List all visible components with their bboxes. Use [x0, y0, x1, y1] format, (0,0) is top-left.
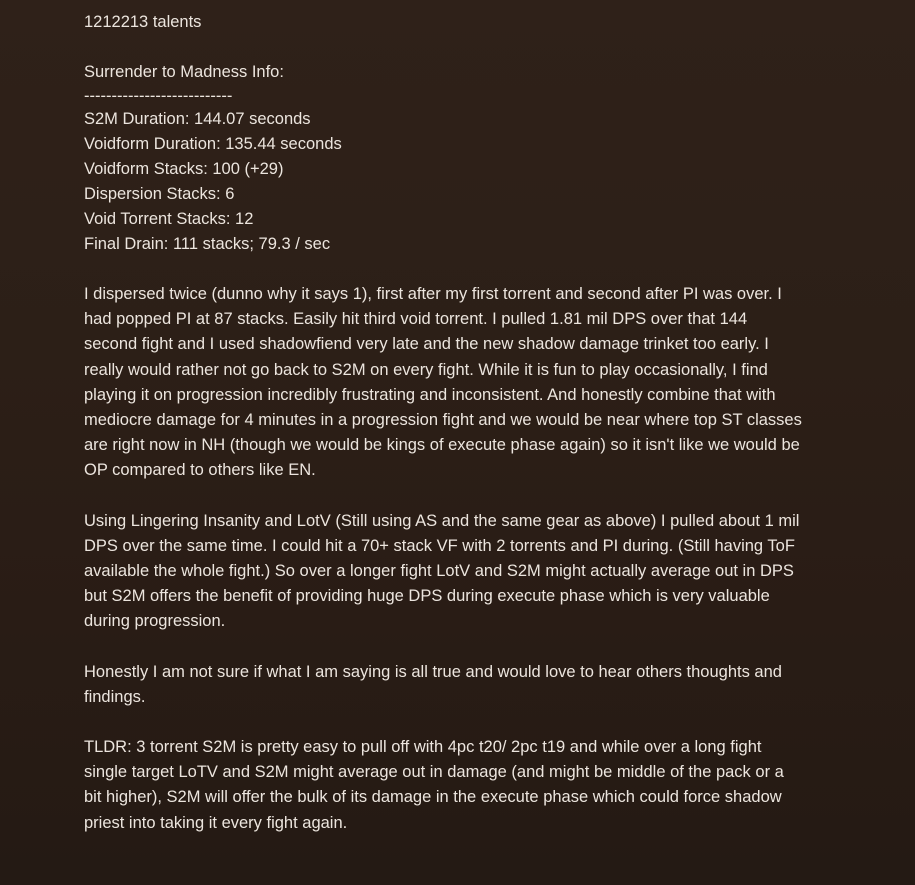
- spacer: [84, 35, 804, 60]
- stat-final-drain: Final Drain: 111 stacks; 79.3 / sec: [84, 235, 331, 253]
- stat-voidform-duration: Voidform Duration: 135.44 seconds: [84, 135, 342, 153]
- divider-line: ---------------------------: [84, 87, 233, 105]
- paragraph-closing-thoughts: Honestly I am not sure if what I am saying is all true and would love to hear others thoughts and findings.: [84, 662, 782, 706]
- spacer: [84, 257, 804, 282]
- stat-voidform-stacks: Voidform Stacks: 100 (+29): [84, 160, 284, 178]
- paragraph-tldr: TLDR: 3 torrent S2M is pretty easy to pull off with 4pc t20/ 2pc t19 and while over a long fight single target LoTV and S2M might average out in damage (and might be middle of the pack or a bit higher), S2M will offer the bulk of its damage in the execute phase which could force shadow priest into taking it every fight again.: [84, 738, 784, 832]
- stat-void-torrent-stacks: Void Torrent Stacks: 12: [84, 210, 254, 228]
- paragraph-lingering-insanity: Using Lingering Insanity and LotV (Still using AS and the same gear as above) I pulled about 1 mil DPS over the same time. I could hit a 70+ stack VF with 2 torrents and PI during. (Still having ToF available the whole fight.) So over a longer fight LotV and S2M might actually average out in DPS but S2M offers the benefit of providing huge DPS during execute phase which is very valuable during progression.: [84, 511, 800, 631]
- stat-dispersion-stacks: Dispersion Stacks: 6: [84, 185, 235, 203]
- stat-s2m-duration: S2M Duration: 144.07 seconds: [84, 110, 311, 128]
- info-heading: Surrender to Madness Info:: [84, 63, 284, 81]
- paragraph-dispersion-report: I dispersed twice (dunno why it says 1), first after my first torrent and second after PI was over. I had popped PI at 87 stacks. Easily hit third void torrent. I pulled 1.81 mil DPS over that 144 second fight and I used shadowfiend very late and the new shadow damage trinket too early. I really would rather not go back to S2M on every fight. While it is fun to play occasionally, I find playing it on progression incredibly frustrating and inconsistent. And honestly combine that with mediocre damage for 4 minutes in a progression fight and we would be near where top ST classes are right now in NH (though we would be kings of execute phase again) so it isn't like we would be OP compared to others like EN.: [84, 285, 802, 480]
- talents-line: 1212213 talents: [84, 13, 202, 31]
- document-content: [84, 0, 804, 836]
